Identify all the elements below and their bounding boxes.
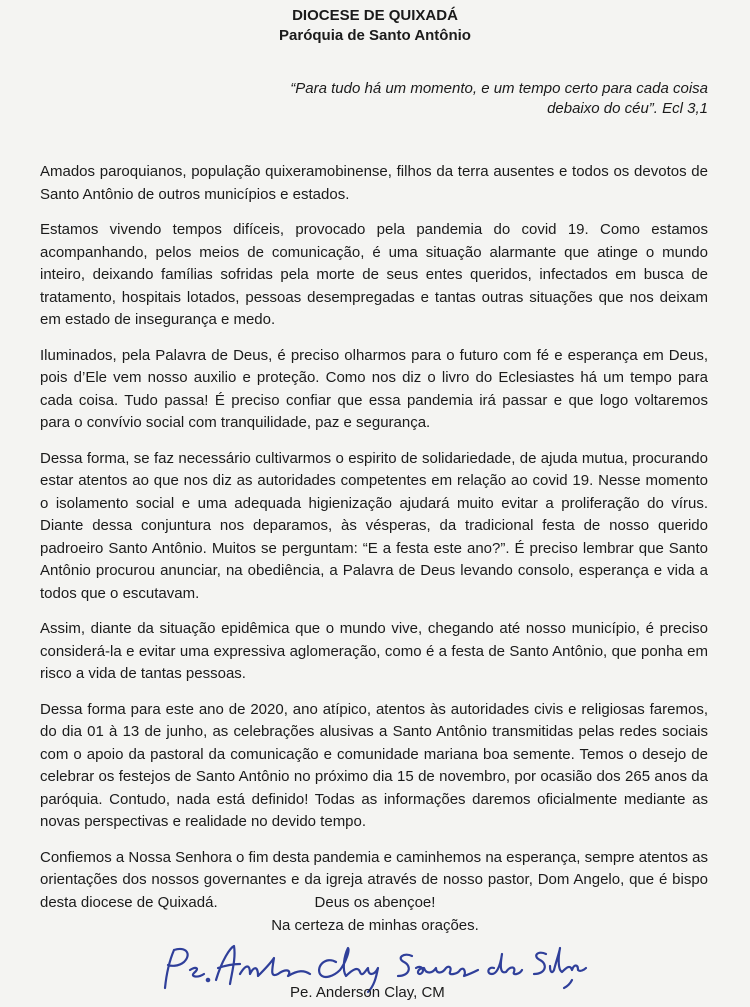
- parish-subtitle: Paróquia de Santo Antônio: [279, 27, 471, 44]
- diocese-title: DIOCESE DE QUIXADÁ: [292, 7, 458, 24]
- paragraph: Assim, diante da situação epidêmica que o mundo vive, chegando até nosso município, é preciso considerá-la e evitar uma expressiva aglomeração, como é a festa de Santo Antônio, que ponha em risco a vida de tantas pessoas.: [40, 620, 708, 682]
- paragraph: Amados paroquianos, população quixeramobinense, filhos da terra ausentes e todos os devotos de Santo Antônio de outros municípios e estados.: [40, 163, 708, 203]
- signer-printed-name: Pe. Anderson Clay, CM: [290, 984, 445, 1001]
- paragraph: Estamos vivendo tempos difíceis, provocado pela pandemia do covid 19. Como estamos acompanhando, pelos meios de comunicação, é uma situação alarmante que atinge o mundo inteiro, deixando famílias sofridas pela morte de seus entes queridos, infectados em busca de tratamento, hospitais lotados, pessoas desempregadas e tantas outras situações que nos deixam em estado de insegurança e medo.: [40, 221, 708, 328]
- blessing-line: Deus os abençoe!: [314, 894, 436, 911]
- epigraph-line-1: “Para tudo há um momento, e um tempo certo para cada coisa: [290, 80, 708, 97]
- epigraph-line-2: debaixo do céu”. Ecl 3,1: [547, 100, 708, 117]
- paragraph: Dessa forma, se faz necessário cultivarmos o espirito de solidariedade, de ajuda mutua, procurando estar atentos ao que nos diz as autoridades competentes em relação ao covid 19. Nesse momento o isolamento social e uma adequada higienização ajudará muito evitar a proliferação do vírus. Diante dessa conjuntura nos deparamos, às vésperas, da tradicional festa de nosso querido padroeiro Santo Antônio. Muitos se perguntam: “E a festa este ano?”. É preciso lembrar que Santo Antônio procurou anunciar, na obediência, a Palavra de Deus levando consolo, esperança e vida a todos que o escutavam.: [40, 449, 708, 602]
- paragraph: Iluminados, pela Palavra de Deus, é preciso olharmos para o futuro com fé e esperança em Deus, pois d’Ele vem nosso auxilio e proteção. Como nos diz o livro do Eclesiastes há um tempo para cada coisa. Tudo passa! É preciso confiar que essa pandemia irá passar e que logo voltaremos para o convívio social com tranquilidade, paz e segurança.: [40, 346, 708, 431]
- paragraph: Confiemos a Nossa Senhora o fim desta pandemia e caminhemos na esperança, sempre atentos as orientações dos nossos governantes e da igreja através de nosso pastor, Dom Angelo, que é bispo desta diocese de Quixadá.: [40, 848, 708, 911]
- letter-closing: [0, 891, 750, 937]
- epigraph-quote: [238, 79, 708, 119]
- prayers-line: Na certeza de minhas orações.: [271, 917, 479, 934]
- letter-body: [40, 161, 708, 927]
- letter-header: [0, 6, 750, 46]
- paragraph: Dessa forma para este ano de 2020, ano atípico, atentos às autoridades civis e religiosas faremos, do dia 01 à 13 de junho, as celebrações alusivas a Santo Antônio transmitidas pelas redes sociais com o apoio da pastoral da comunicação e comunidade mariana boa semente. Temos o desejo de celebrar os festejos de Santo Antônio no próximo dia 15 de novembro, por ocasião dos 265 anos da paróquia. Contudo, nada está definido! Todas as informações daremos oficialmente mediante as novas perspectivas e realidade no devido tempo.: [40, 700, 708, 830]
